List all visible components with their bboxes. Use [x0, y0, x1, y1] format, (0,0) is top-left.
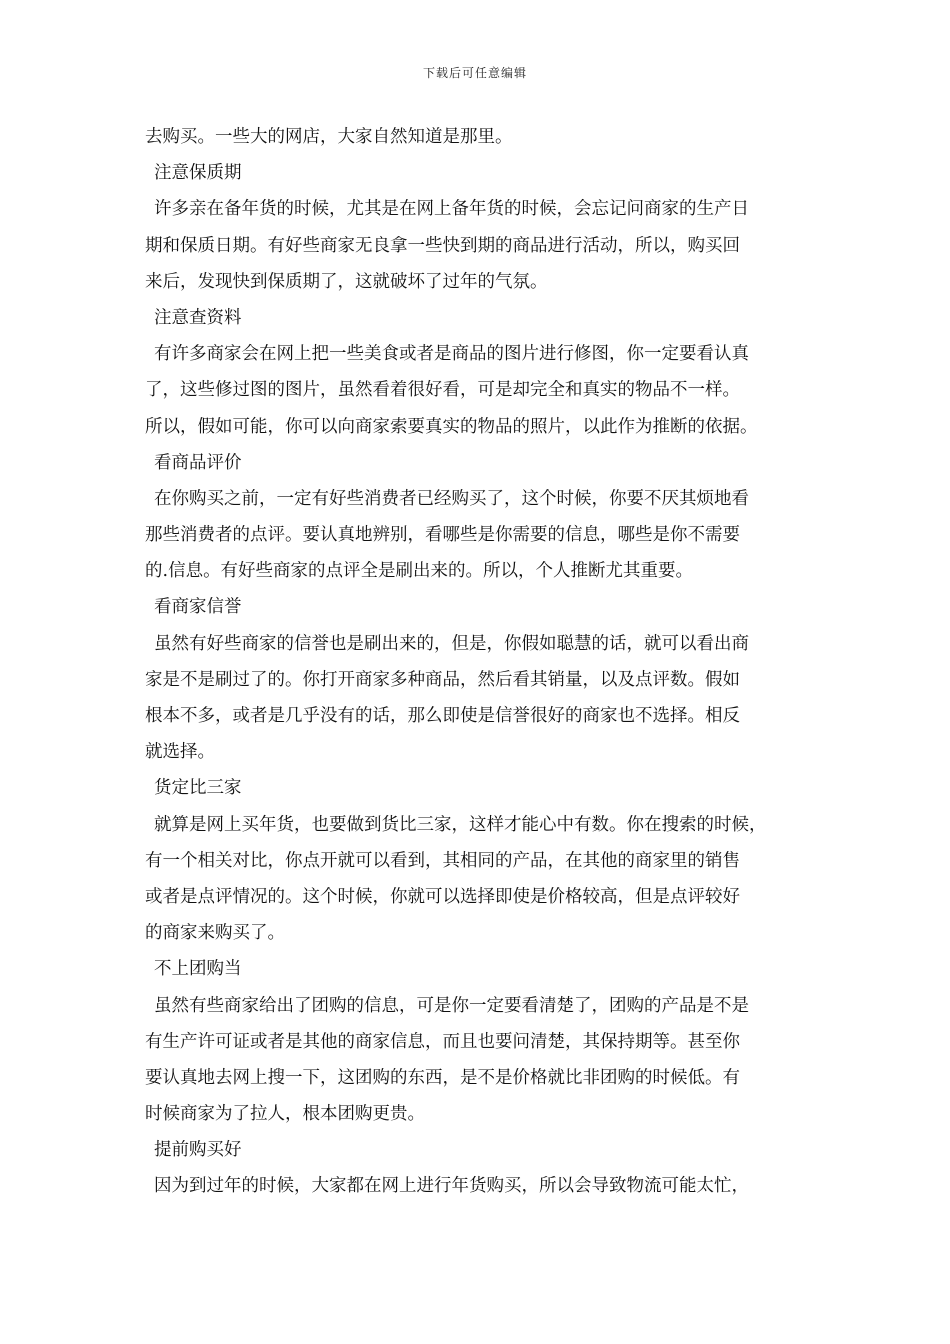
- text-line: 根本不多，或者是几乎没有的话，那么即使是信誉很好的商家也不选择。相反: [145, 706, 740, 726]
- text-line: 有一个相关对比，你点开就可以看到，其相同的产品，在其他的商家里的销售: [145, 850, 740, 871]
- text-line: 不上团购当: [154, 959, 242, 980]
- text-line: 注意查资料: [154, 307, 242, 328]
- text-line: 去购买。一些大的网店，大家自然知道是那里。: [145, 127, 513, 147]
- text-line: 在你购买之前，一定有好些消费者已经购买了，这个时候，你要不厌其烦地看: [154, 488, 749, 509]
- text-line: 虽然有些商家给出了团购的信息，可是你一定要看清楚了，团购的产品是不是: [154, 995, 749, 1016]
- text-line: 家是不是刷过了的。你打开商家多种商品，然后看其销量，以及点评数。假如: [145, 669, 740, 690]
- text-line: 虽然有好些商家的信誉也是刷出来的，但是，你假如聪慧的话，就可以看出商: [154, 633, 749, 654]
- text-line: 看商品评价: [154, 452, 242, 473]
- text-line: 因为到过年的时候，大家都在网上进行年货购买，所以会导致物流可能太忙，: [154, 1176, 749, 1197]
- text-line: 的.信息。有好些商家的点评全是刷出来的。所以，个人推断尤其重要。: [145, 561, 694, 582]
- text-line: 时候商家为了拉人，根本团购更贵。: [145, 1104, 425, 1125]
- text-line: 提前购买好: [154, 1140, 242, 1161]
- text-line: 要认真地去网上搜一下，这团购的东西，是不是价格就比非团购的时候低。有: [145, 1067, 740, 1088]
- text-line: 就选择。: [145, 742, 215, 763]
- text-line: 了，这些修过图的图片，虽然看着很好看，可是却完全和真实的物品不一样。: [145, 380, 740, 401]
- text-line: 来后，发现快到保质期了，这就破坏了过年的气氛。: [145, 271, 548, 292]
- text-line: 期和保质日期。有好些商家无良拿一些快到期的商品进行活动，所以，购买回: [145, 235, 740, 256]
- text-line: 许多亲在备年货的时候，尤其是在网上备年货的时候，会忘记问商家的生产日: [154, 199, 749, 220]
- text-line: 所以，假如可能，你可以向商家索要真实的物品的照片，以此作为推断的依据。: [145, 416, 758, 437]
- text-line: 注意保质期: [154, 163, 242, 184]
- text-line: 或者是点评情况的。这个时候，你就可以选择即使是价格较高，但是点评较好: [145, 886, 740, 907]
- text-line: 的商家来购买了。: [145, 923, 285, 944]
- text-line: 货定比三家: [154, 778, 242, 799]
- page-header: 下载后可任意编辑: [422, 66, 527, 80]
- document-body: [145, 119, 817, 1205]
- text-line: 有许多商家会在网上把一些美食或者是商品的图片进行修图，你一定要看认真: [154, 344, 749, 365]
- text-line: 看商家信誉: [154, 597, 242, 618]
- text-line: 就算是网上买年货，也要做到货比三家，这样才能心中有数。你在搜索的时候，: [154, 814, 767, 835]
- text-line: 有生产许可证或者是其他的商家信息，而且也要问清楚，其保持期等。甚至你: [145, 1031, 740, 1052]
- text-line: 那些消费者的点评。要认真地辨别，看哪些是你需要的信息，哪些是你不需要: [145, 525, 740, 546]
